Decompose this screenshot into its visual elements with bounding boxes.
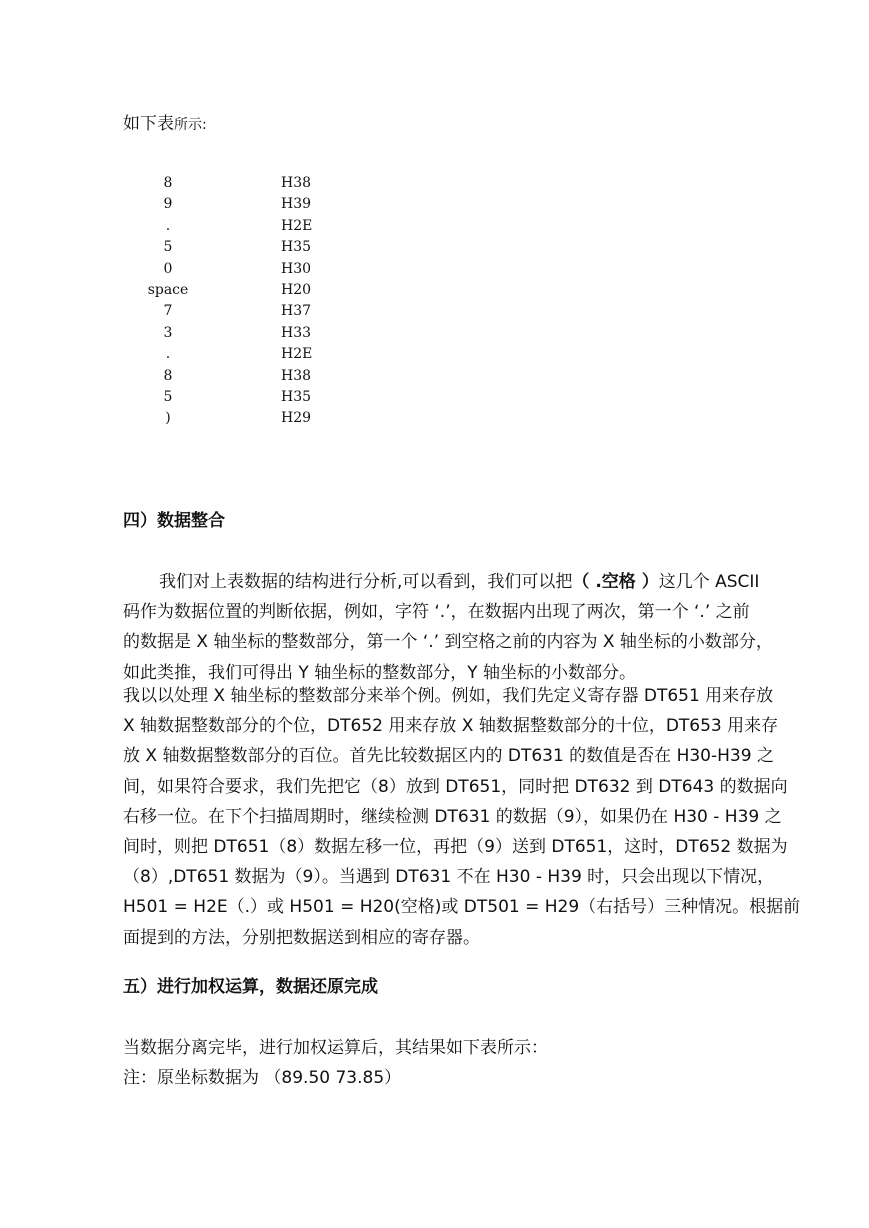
ascii-char: 5 [163,239,173,256]
paragraph-line: 我以以处理 X 轴坐标的整数部分来举个例。例如，我们先定义寄存器 DT651 用来存放 [123,686,774,706]
ascii-char: 8 [163,367,173,384]
paragraph-line: 右移一位。在下个扫描周期时，继续检测 DT631 的数据（9），如果仍在 H30 - H39 之 [123,806,782,827]
delimiter-highlight: （ .空格 ） [572,572,659,592]
ascii-char: 9 [163,196,173,213]
ascii-table-row [140,366,380,387]
ascii-table-row [140,259,380,280]
ascii-table-row [140,323,380,344]
ascii-char: 5 [163,388,173,405]
ascii-table-row [140,387,380,408]
ascii-table-row [140,216,380,237]
ascii-hex: H2E [281,346,313,363]
ascii-table-row [140,280,380,301]
paragraph-line: 间时，则把 DT651（8）数据左移一位，再把（9）送到 DT651，这时，DT652 数据为 [123,836,788,857]
section4-paragraph1 [123,567,795,688]
paragraph-line: 面提到的方法，分别把数据送到相应的寄存器。 [123,927,480,948]
ascii-table [140,173,380,430]
paragraph-line: （8）,DT651 数据为（9）。当遇到 DT631 不在 H30 - H39 时，只会出现以下情况， [123,867,775,888]
ascii-table-row [140,301,380,322]
ascii-hex: H20 [281,281,312,298]
ascii-hex: H38 [281,367,312,384]
ascii-char: 8 [163,175,173,191]
ascii-table-row [140,194,380,215]
intro-main: 如下表 [123,114,174,134]
intro-small: 所示: [174,117,207,133]
ascii-table-row [140,344,380,365]
section4-heading: 四）数据整合 [123,511,225,531]
ascii-hex: H38 [281,175,312,191]
ascii-char: 3 [163,324,173,341]
paragraph-line: 间，如果符合要求，我们先把它（8）放到 DT651，同时把 DT632 到 DT643 的数据向 [123,776,788,797]
paragraph-line: X 轴数据整数部分的个位，DT652 用来存放 X 轴数据整数部分的十位，DT653 用来存 [123,716,779,737]
ascii-char: 0 [163,260,173,277]
section5-paragraph [123,1033,795,1093]
ascii-char: . [165,217,171,234]
paragraph-text: 这几个 ASCII [658,572,760,592]
ascii-hex: H35 [281,388,312,405]
ascii-char: 7 [163,303,173,320]
paragraph-line: 如此类推，我们可得出 Y 轴坐标的整数部分，Y 轴坐标的小数部分。 [123,662,636,683]
ascii-hex: H35 [281,239,312,256]
section5-heading: 五）进行加权运算，数据还原完成 [123,977,378,997]
intro-text [123,112,207,137]
paragraph-line: 的数据是 X 轴坐标的整数部分，第一个 ‘.’ 到空格之前的内容为 X 轴坐标的小数部分， [123,632,773,653]
note-line: 注：原坐标数据为 （89.50 73.85） [123,1068,402,1089]
ascii-hex: H37 [281,303,312,320]
paragraph-line: 当数据分离完毕，进行加权运算后，其结果如下表所示： [123,1038,548,1058]
ascii-table-row [140,173,380,194]
section4-paragraph2 [123,681,801,953]
ascii-char: space [147,281,189,298]
ascii-hex: H30 [281,260,312,277]
paragraph-line: H501 = H2E（.）或 H501 = H20(空格)或 DT501 = H29（右括号）三种情况。根据前 [123,897,801,918]
ascii-char: ) [165,410,171,427]
ascii-table-row [140,237,380,258]
ascii-hex: H33 [281,324,312,341]
ascii-hex: H39 [281,196,312,213]
paragraph-text: 我们对上表数据的结构进行分析,可以看到，我们可以把 [159,572,573,592]
ascii-hex: H29 [281,410,312,427]
paragraph-line: 码作为数据位置的判断依据，例如，字符 ‘.’，在数据内出现了两次，第一个 ‘.’ 之前 [123,602,750,623]
paragraph-line [123,567,795,597]
ascii-char: . [165,346,171,363]
paragraph-line: 放 X 轴数据整数部分的百位。首先比较数据区内的 DT631 的数值是否在 H30-H39 之 [123,746,774,767]
ascii-table-row [140,408,380,429]
ascii-hex: H2E [281,217,313,234]
